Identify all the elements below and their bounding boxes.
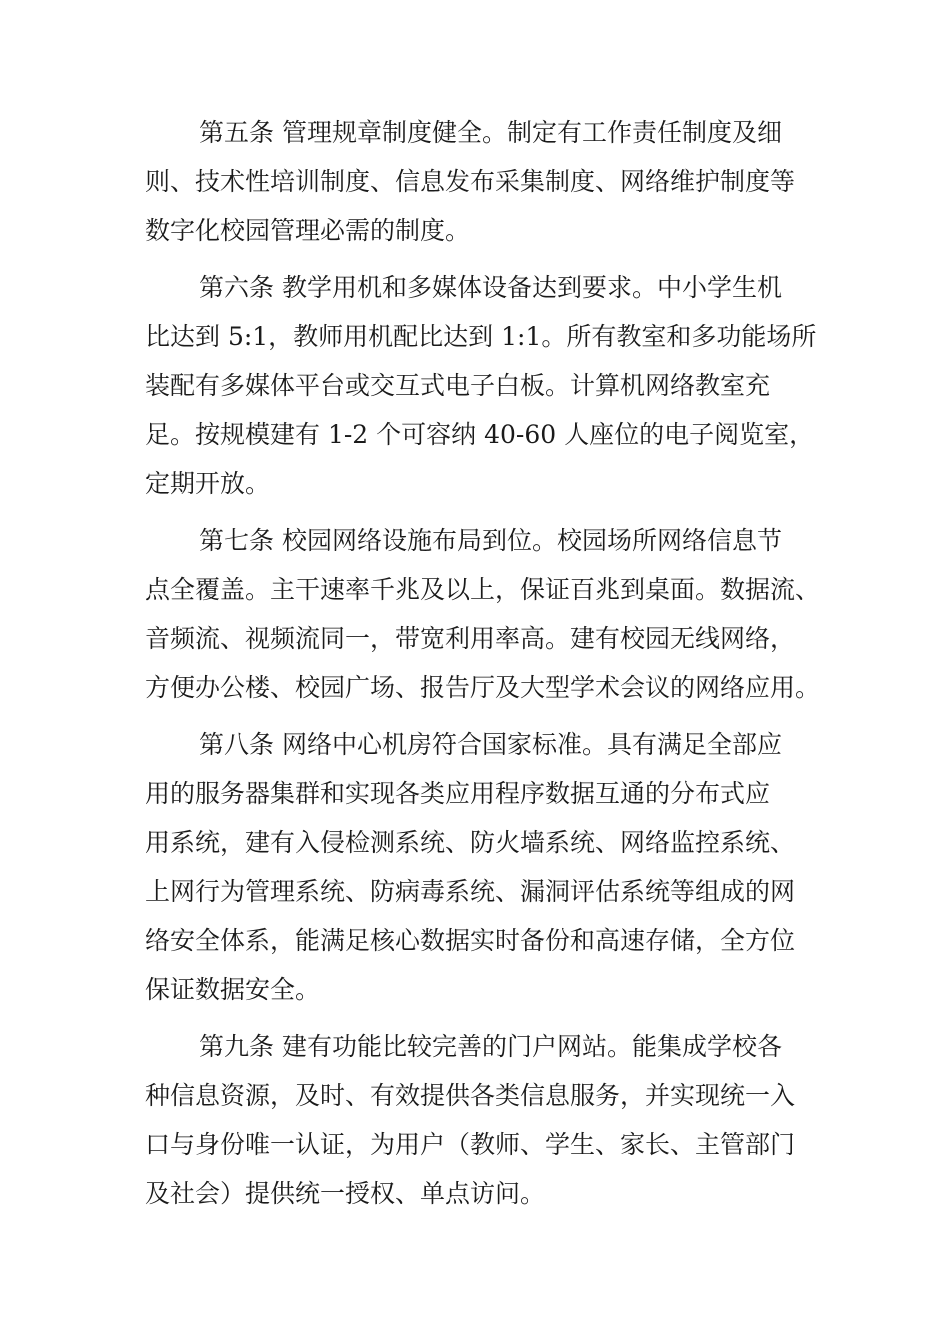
article-line: 方便办公楼、校园广场、报告厅及大型学术会议的网络应用。: [145, 673, 821, 702]
article-line: 第五条 管理规章制度健全。制定有工作责任制度及细: [199, 118, 782, 147]
article-line: 第六条 教学用机和多媒体设备达到要求。中小学生机: [199, 273, 782, 302]
article-line: 点全覆盖。主干速率千兆及以上，保证百兆到桌面。数据流、: [145, 575, 821, 604]
article-line: 装配有多媒体平台或交互式电子白板。计算机网络教室充: [145, 371, 771, 400]
article-line: 用的服务器集群和实现各类应用程序数据互通的分布式应: [145, 779, 771, 808]
article-7: [145, 516, 821, 712]
article-line: 种信息资源，及时、有效提供各类信息服务，并实现统一入: [145, 1081, 796, 1110]
article-line: 足。按规模建有 1-2 个可容纳 40-60 人座位的电子阅览室，: [145, 420, 815, 449]
article-8: [145, 720, 807, 1014]
article-line: 络安全体系，能满足核心数据实时备份和高速存储，全方位: [145, 926, 796, 955]
article-line: 第七条 校园网络设施布局到位。校园场所网络信息节: [199, 526, 782, 555]
article-6: [145, 263, 817, 508]
article-line: 定期开放。: [145, 469, 271, 498]
article-line: 音频流、视频流同一，带宽利用率高。建有校园无线网络，: [145, 624, 796, 653]
article-line: 数字化校园管理必需的制度。: [145, 216, 471, 245]
article-line: 用系统，建有入侵检测系统、防火墙系统、网络监控系统、: [145, 828, 796, 857]
article-line: 则、技术性培训制度、信息发布采集制度、网络维护制度等: [145, 167, 796, 196]
article-line: 口与身份唯一认证，为用户（教师、学生、家长、主管部门: [145, 1130, 796, 1159]
article-line: 保证数据安全。: [145, 975, 321, 1004]
article-line: 第九条 建有功能比较完善的门户网站。能集成学校各: [199, 1032, 782, 1061]
article-5: [145, 108, 807, 255]
document-body: [145, 108, 821, 1226]
article-line: 第八条 网络中心机房符合国家标准。具有满足全部应: [199, 730, 782, 759]
article-line: 比达到 5:1，教师用机配比达到 1:1。所有教室和多功能场所: [145, 322, 817, 351]
article-9: [145, 1022, 807, 1218]
article-line: 上网行为管理系统、防病毒系统、漏洞评估系统等组成的网: [145, 877, 796, 906]
article-line: 及社会）提供统一授权、单点访问。: [145, 1179, 546, 1208]
